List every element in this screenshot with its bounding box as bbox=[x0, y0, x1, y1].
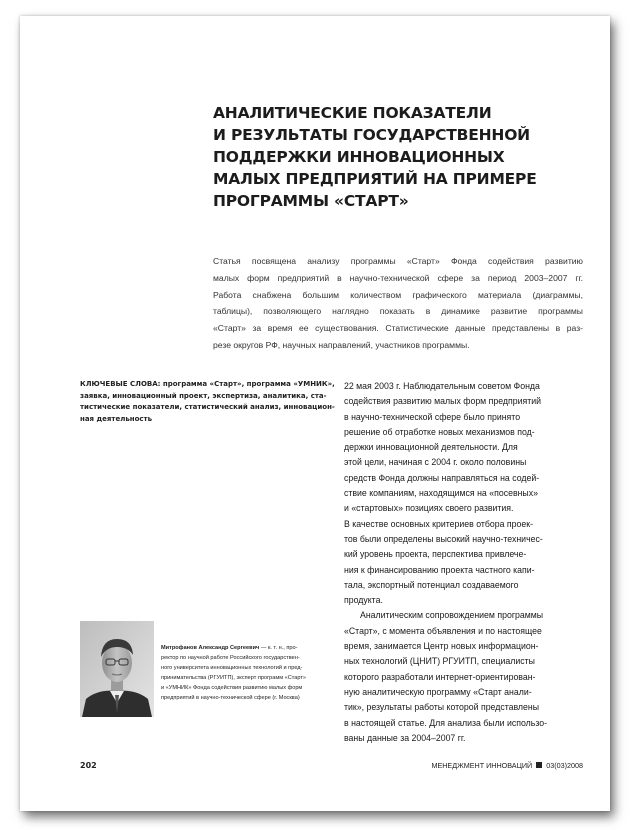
body-line: в научно-технической сфере было принято bbox=[344, 411, 521, 422]
body-line: кий уровень проекта, перспектива привлече- bbox=[344, 549, 527, 560]
abstract-line: таблицы), позволяющего наглядно показать в динамике развитие программы bbox=[213, 306, 583, 317]
magazine-page bbox=[20, 16, 610, 811]
journal-footer bbox=[431, 761, 583, 770]
title-line: ПРОГРАММЫ «СТАРТ» bbox=[213, 192, 409, 210]
square-bullet-icon bbox=[536, 762, 542, 768]
body-line: время, занимается Центр новых информацион- bbox=[344, 641, 539, 652]
article-title bbox=[213, 102, 573, 212]
body-line: ствие компаниям, находящимся на «посевных» bbox=[344, 488, 538, 499]
body-line: этой цели, начиная с 2004 г. около половины bbox=[344, 457, 527, 468]
abstract-line: резе округов РФ, научных направлений, участников программы. bbox=[213, 339, 470, 350]
abstract-line: «Старт» за время ее существования. Статистические данные представлены в раз- bbox=[213, 323, 583, 334]
author-info bbox=[161, 644, 346, 703]
article-abstract bbox=[213, 253, 583, 354]
author-line bbox=[161, 644, 346, 654]
author-line: ректор по научной работе Российского государствен- bbox=[161, 654, 300, 661]
author-line: ного университета инновационных технологий и пред- bbox=[161, 664, 303, 671]
author-line: и «УМНИК» Фонда содействия развитию малых форм bbox=[161, 684, 303, 691]
body-line: 22 мая 2003 г. Наблюдательным советом Фонда bbox=[344, 381, 540, 391]
author-name: Митрофанов Александр Сергеевич bbox=[161, 645, 260, 651]
title-line: ПОДДЕРЖКИ ИННОВАЦИОННЫХ bbox=[213, 148, 505, 166]
author-bio-first: — к. т. н., про- bbox=[259, 645, 298, 651]
keywords-line: заявка, инновационный проект, экспертиза, аналитика, ста- bbox=[80, 391, 327, 400]
body-line: «Старт», с момента объявления и по настоящее bbox=[344, 625, 542, 636]
body-line: ния к финансированию проекта частного капи- bbox=[344, 564, 535, 575]
article-body bbox=[344, 379, 584, 746]
author-photo bbox=[80, 621, 154, 717]
body-line: ных технологий (ЦНИТ) РГУИТП, специалисты bbox=[344, 656, 535, 667]
keywords bbox=[80, 379, 340, 425]
body-line: решение об отработке новых механизмов под- bbox=[344, 426, 535, 437]
page-number: 202 bbox=[80, 761, 97, 770]
body-line: тик», результаты работы которой представлены bbox=[344, 702, 540, 713]
body-line: Аналитическим сопровождением программы bbox=[360, 610, 544, 621]
title-line: И РЕЗУЛЬТАТЫ ГОСУДАРСТВЕННОЙ bbox=[213, 126, 530, 144]
journal-issue: 03(03)2008 bbox=[546, 761, 583, 770]
body-line: держки инновационной деятельности. Для bbox=[344, 442, 518, 453]
body-line: продукта. bbox=[344, 595, 383, 606]
keywords-line: КЛЮЧЕВЫЕ СЛОВА: программа «Старт», программа «УМНИК», bbox=[80, 380, 335, 388]
author-line: принимательства (РГУИТП), эксперт программ «Старт» bbox=[161, 674, 307, 681]
author-line: предприятий в научно-технической сфере (г. Москва) bbox=[161, 694, 300, 701]
body-line: средств Фонда должны направляться на содей- bbox=[344, 472, 540, 483]
abstract-line: малых форм предприятий в научно-технической сфере за период 2003–2007 гг. bbox=[213, 272, 583, 283]
body-line: тов были определены высокий научно-техничес- bbox=[344, 533, 543, 544]
title-line: МАЛЫХ ПРЕДПРИЯТИЙ НА ПРИМЕРЕ bbox=[213, 170, 537, 188]
title-line: АНАЛИТИЧЕСКИЕ ПОКАЗАТЕЛИ bbox=[213, 104, 492, 122]
body-line: содействия развитию малых форм предприятий bbox=[344, 396, 542, 407]
body-line: и «стартовых» позициях своего развития. bbox=[344, 503, 514, 514]
body-line: В качестве основных критериев отбора проек- bbox=[344, 518, 533, 529]
body-line: ваны данные за 2004–2007 гг. bbox=[344, 732, 466, 743]
abstract-line: Статья посвящена анализу программы «Старт» Фонда содействия развитию bbox=[213, 256, 583, 266]
abstract-line: Работа снабжена большим количеством графического материала (диаграммы, bbox=[213, 289, 583, 300]
journal-name: МЕНЕДЖМЕНТ ИННОВАЦИЙ bbox=[431, 761, 533, 770]
body-line: тала, экспортный потенциал создаваемого bbox=[344, 579, 519, 590]
keywords-line: тистические показатели, статистический анализ, инновацион- bbox=[80, 403, 335, 412]
body-line: ную аналитическую программу «Старт анали- bbox=[344, 686, 532, 697]
body-line: которого разработали интернет-ориентирован- bbox=[344, 671, 536, 682]
body-line: в настоящей статье. Для анализа были использо- bbox=[344, 717, 548, 728]
keywords-line: ная деятельность bbox=[80, 414, 153, 423]
author-portrait bbox=[80, 621, 154, 717]
